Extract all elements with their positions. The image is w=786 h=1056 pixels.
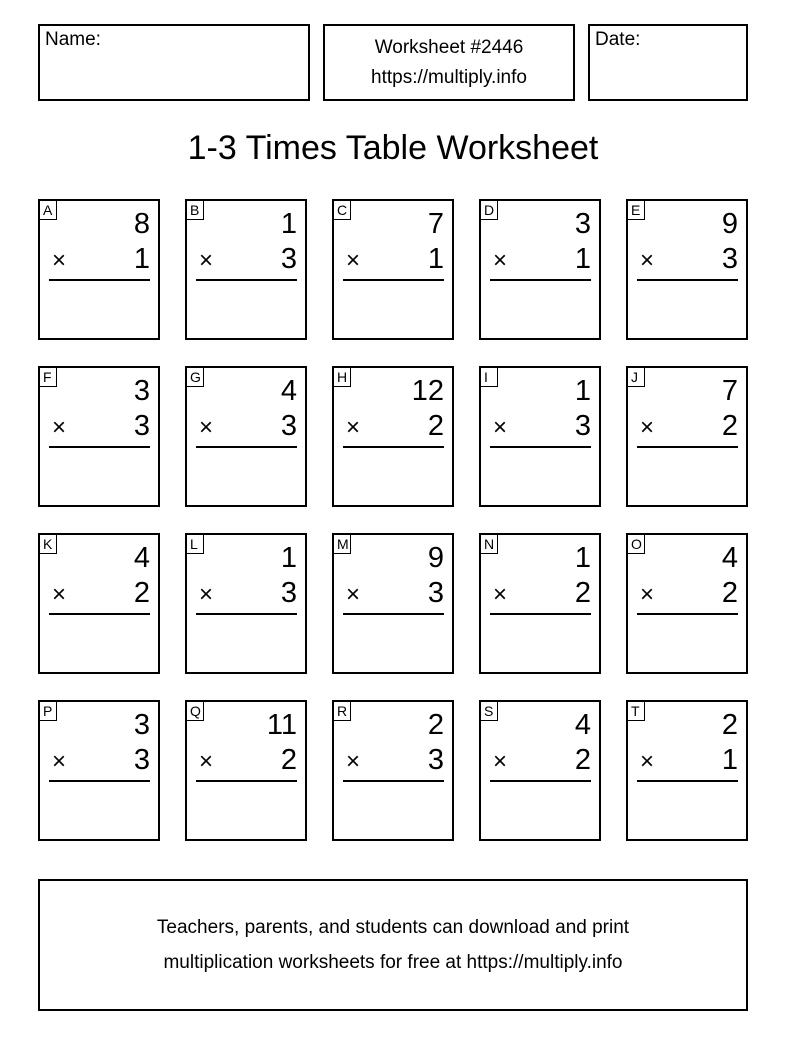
- times-sign: ×: [52, 748, 67, 775]
- multiplier: 3: [427, 577, 444, 609]
- multiplier: 3: [427, 744, 444, 776]
- footer-box: [38, 879, 748, 1011]
- answer-line: [196, 446, 297, 448]
- times-sign: ×: [493, 581, 508, 608]
- answer-line: [490, 446, 591, 448]
- multiplier: 3: [574, 410, 591, 442]
- answer-line: [490, 613, 591, 615]
- problem-card[interactable]: [185, 199, 307, 340]
- problem-card[interactable]: [626, 366, 748, 507]
- times-sign: ×: [493, 247, 508, 274]
- problem-card[interactable]: [626, 533, 748, 674]
- times-sign: ×: [346, 414, 361, 441]
- multiplier: 3: [280, 243, 297, 275]
- problem-letter: K: [39, 534, 57, 554]
- multiplicand: 1: [574, 375, 591, 407]
- multiplicand: 11: [266, 709, 297, 741]
- problem-letter: R: [333, 701, 351, 721]
- multiplicand: 9: [721, 208, 738, 240]
- multiplier: 2: [133, 577, 150, 609]
- problem-letter: B: [186, 200, 204, 220]
- answer-line: [49, 279, 150, 281]
- problem-card[interactable]: [479, 366, 601, 507]
- footer-line-2: multiplication worksheets for free at https://multiply.info: [163, 952, 623, 973]
- problem-letter: L: [186, 534, 204, 554]
- problem-letter: E: [627, 200, 645, 220]
- answer-line: [49, 613, 150, 615]
- answer-line: [637, 279, 738, 281]
- answer-line: [343, 613, 444, 615]
- problem-card[interactable]: [479, 199, 601, 340]
- problem-card[interactable]: [185, 700, 307, 841]
- problem-card[interactable]: [38, 366, 160, 507]
- times-sign: ×: [52, 247, 67, 274]
- times-sign: ×: [640, 414, 655, 441]
- problem-card[interactable]: [332, 366, 454, 507]
- problem-letter: A: [39, 200, 57, 220]
- problem-letter: T: [627, 701, 645, 721]
- times-sign: ×: [52, 581, 67, 608]
- answer-line: [343, 279, 444, 281]
- answer-line: [490, 279, 591, 281]
- name-label: Name:: [45, 29, 101, 50]
- problem-card[interactable]: [38, 700, 160, 841]
- answer-line: [49, 780, 150, 782]
- multiplicand: 8: [133, 208, 150, 240]
- multiplier: 3: [721, 243, 738, 275]
- problem-card[interactable]: [479, 533, 601, 674]
- multiplicand: 4: [574, 709, 591, 741]
- date-field[interactable]: [588, 24, 748, 101]
- problem-letter: H: [333, 367, 351, 387]
- problem-letter: P: [39, 701, 57, 721]
- answer-line: [196, 613, 297, 615]
- footer-line-1: Teachers, parents, and students can download and print: [156, 917, 630, 938]
- problem-letter: S: [480, 701, 498, 721]
- worksheet-number: Worksheet #2446: [374, 36, 524, 58]
- problem-card[interactable]: [185, 533, 307, 674]
- name-field[interactable]: [38, 24, 310, 101]
- problem-letter: G: [186, 367, 204, 387]
- times-sign: ×: [346, 581, 361, 608]
- problem-card[interactable]: [185, 366, 307, 507]
- problem-card[interactable]: [38, 199, 160, 340]
- times-sign: ×: [199, 581, 214, 608]
- times-sign: ×: [199, 414, 214, 441]
- multiplier: 1: [427, 243, 444, 275]
- multiplier: 2: [721, 577, 738, 609]
- answer-line: [196, 780, 297, 782]
- multiplier: 3: [280, 410, 297, 442]
- site-url: https://multiply.info: [371, 66, 527, 88]
- multiplier: 3: [280, 577, 297, 609]
- multiplicand: 1: [280, 542, 297, 574]
- multiplier: 2: [280, 744, 297, 776]
- answer-line: [343, 446, 444, 448]
- multiplier: 2: [721, 410, 738, 442]
- page-title: 1-3 Times Table Worksheet: [187, 129, 599, 167]
- problem-letter: Q: [186, 701, 204, 721]
- problem-letter: O: [627, 534, 645, 554]
- multiplicand: 3: [133, 709, 150, 741]
- problem-letter: F: [39, 367, 57, 387]
- problem-letter: C: [333, 200, 351, 220]
- times-sign: ×: [493, 414, 508, 441]
- multiplicand: 9: [427, 542, 444, 574]
- multiplicand: 12: [411, 375, 444, 407]
- answer-line: [637, 613, 738, 615]
- times-sign: ×: [640, 247, 655, 274]
- multiplicand: 2: [427, 709, 444, 741]
- times-sign: ×: [346, 748, 361, 775]
- multiplier: 3: [133, 410, 150, 442]
- times-sign: ×: [346, 247, 361, 274]
- multiplier: 1: [574, 243, 591, 275]
- problem-card[interactable]: [38, 533, 160, 674]
- date-label: Date:: [595, 29, 641, 50]
- problem-card[interactable]: [479, 700, 601, 841]
- multiplicand: 1: [574, 542, 591, 574]
- answer-line: [196, 279, 297, 281]
- multiplicand: 3: [574, 208, 591, 240]
- problem-letter: I: [480, 367, 498, 387]
- multiplicand: 2: [721, 709, 738, 741]
- multiplier: 2: [427, 410, 444, 442]
- multiplier: 1: [721, 744, 738, 776]
- multiplier: 1: [133, 243, 150, 275]
- multiplier: 3: [133, 744, 150, 776]
- problem-letter: D: [480, 200, 498, 220]
- answer-line: [490, 780, 591, 782]
- multiplicand: 7: [427, 208, 444, 240]
- answer-line: [637, 780, 738, 782]
- problem-card[interactable]: [332, 533, 454, 674]
- times-sign: ×: [493, 748, 508, 775]
- times-sign: ×: [640, 748, 655, 775]
- multiplicand: 3: [133, 375, 150, 407]
- multiplicand: 1: [280, 208, 297, 240]
- problem-card[interactable]: [332, 199, 454, 340]
- times-sign: ×: [199, 748, 214, 775]
- multiplicand: 7: [721, 375, 738, 407]
- answer-line: [637, 446, 738, 448]
- problem-card[interactable]: [332, 700, 454, 841]
- times-sign: ×: [199, 247, 214, 274]
- times-sign: ×: [640, 581, 655, 608]
- multiplicand: 4: [721, 542, 738, 574]
- multiplier: 2: [574, 577, 591, 609]
- problem-card[interactable]: [626, 199, 748, 340]
- multiplicand: 4: [133, 542, 150, 574]
- problem-letter: J: [627, 367, 645, 387]
- multiplier: 2: [574, 744, 591, 776]
- problem-letter: M: [333, 534, 351, 554]
- problem-letter: N: [480, 534, 498, 554]
- answer-line: [343, 780, 444, 782]
- answer-line: [49, 446, 150, 448]
- multiplicand: 4: [280, 375, 297, 407]
- worksheet-info-box: [323, 24, 575, 101]
- times-sign: ×: [52, 414, 67, 441]
- problem-card[interactable]: [626, 700, 748, 841]
